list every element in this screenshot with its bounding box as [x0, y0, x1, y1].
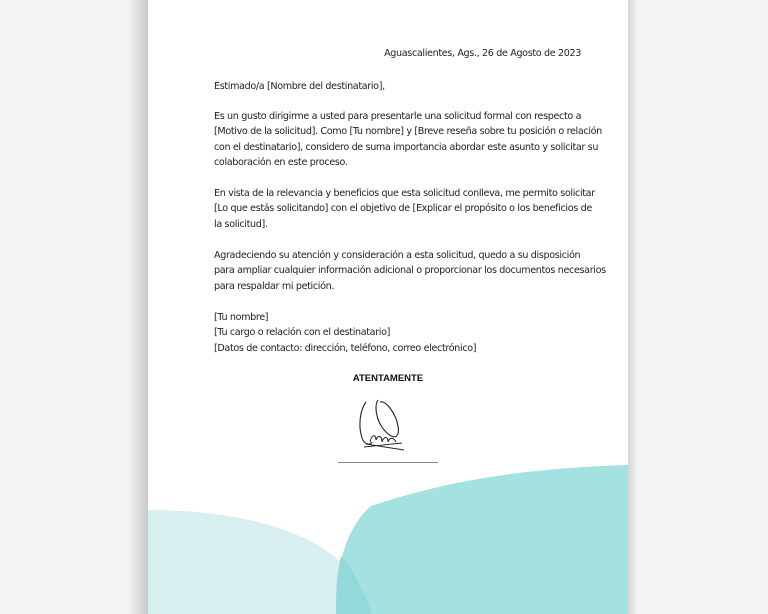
date-line: Aguascalientes, Ags., 26 de Agosto de 2023 [384, 48, 581, 59]
signature-line [338, 462, 438, 463]
paragraph-1 [214, 109, 602, 170]
paragraph-line: colaboración en este proceso. [214, 156, 348, 168]
paragraph-line: la solicitud]. [214, 218, 268, 230]
paragraph-line: En vista de la relevancia y beneficios que esta solicitud conlleva, me permito solicitar [214, 188, 595, 199]
paragraph-2 [214, 186, 594, 232]
sender-contact: [Datos de contacto: dirección, teléfono, correo electrónico] [214, 342, 477, 354]
sender-role: [Tu cargo o relación con el destinatario] [214, 327, 391, 339]
paragraph-line: [Lo que estás solicitando] con el objetivo de [Explicar el propósito o los beneficios de [214, 203, 592, 215]
greeting: Estimado/a [Nombre del destinatario], [214, 81, 385, 92]
paragraph-3 [214, 248, 606, 294]
letter-page [148, 0, 628, 614]
paragraph-line: Agradeciendo su atención y consideración a esta solicitud, quedo a su disposición [214, 250, 581, 261]
paragraph-line: Es un gusto dirigirme a usted para presentarle una solicitud formal con respecto a [214, 111, 582, 122]
page-shadow-right [628, 0, 638, 614]
paragraph-line: para respaldar mi petición. [214, 280, 335, 292]
paragraph-line: [Motivo de la solicitud]. Como [Tu nombre] y [Breve reseña sobre tu posición o relación [214, 126, 602, 138]
closing-heading: ATENTAMENTE [352, 373, 424, 384]
signature-icon [356, 396, 411, 454]
sender-info [214, 310, 594, 356]
paragraph-line: con el destinatario], considero de suma importancia abordar este asunto y solicitar su [214, 141, 599, 153]
paragraph-line: para ampliar cualquier información adicional o proporcionar los documentos necesarios [214, 265, 606, 277]
sender-name: [Tu nombre] [214, 312, 269, 323]
page-shadow-left [128, 0, 148, 614]
